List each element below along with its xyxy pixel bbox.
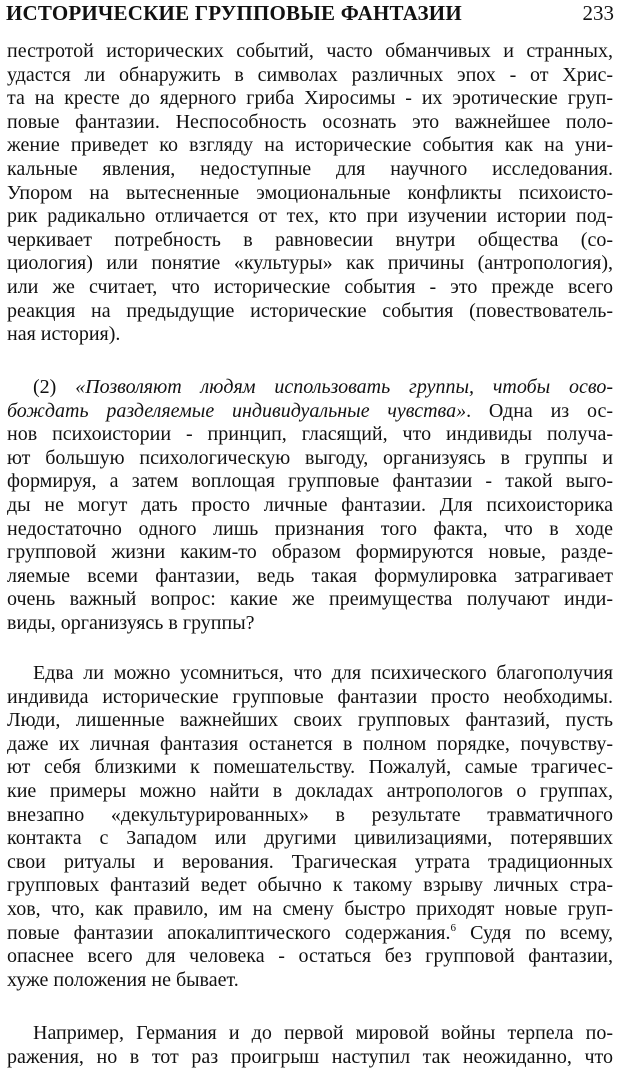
italic-thesis: бождать разделяемые индивидуальные чувства» (7, 399, 467, 422)
text-line (7, 400, 613, 424)
text-line: контакта с Западом или другими цивилизациями, потерявших (7, 827, 613, 850)
text-line: индивида исторические групповые фантазии просто необходимы. (7, 685, 613, 708)
text-line: Например, Германия и до первой мировой войны терпела по- (33, 1022, 613, 1044)
text-line: кальные явления, недоступные для научного исследования. (7, 157, 613, 180)
text-line: хуже положения не бывает. (7, 968, 239, 991)
text-line: Люди, лишенные важнейших своих групповых фантазий, пусть (7, 709, 613, 732)
item-number: (2) (33, 376, 76, 398)
text-fragment: . Одна из ос- (466, 399, 613, 422)
text-line: очень важный вопрос: какие же преимущества получают инди- (7, 588, 613, 611)
text-fragment: Судя по всему, (456, 921, 613, 944)
page-number: 233 (582, 1, 614, 25)
text-line: ют себя близкими к помешательству. Пожалуй, самые трагичес- (7, 756, 613, 779)
text-line: формируя, а затем воплощая групповые фантазии - такой выго- (7, 470, 613, 493)
text-line: Упором на вытесненные эмоциональные конфликты психоисто- (7, 181, 613, 204)
text-line: виды, организуясь в группы? (7, 611, 255, 634)
text-line: кие примеры можно найти в докладах антропологов о группах, (7, 779, 613, 802)
text-line: нов психоистории - принцип, гласящий, что индивиды получа- (7, 423, 613, 446)
text-line: та на кресте до ядерного гриба Хиросимы - их эротические груп- (7, 87, 613, 110)
text-line: групповых фантазий ведет обычно к такому взрыву личных стра- (7, 874, 613, 897)
text-line: Едва ли можно усомниться, что для психического благополучия (33, 662, 613, 684)
text-line: повые фантазии. Неспособность осознать это важнейшее поло- (7, 110, 613, 133)
text-line: или же считает, что исторические события - это прежде всего (7, 275, 613, 298)
footnote-reference[interactable]: 6 (450, 921, 457, 934)
paragraph-group-fantasies (7, 662, 613, 992)
text-line: групповой жизни каким-то образом формируются новые, разде- (7, 541, 613, 564)
text-line: реакция на предыдущие исторические события (повествователь- (7, 299, 613, 322)
text-line (7, 922, 613, 946)
text-line: циология) или понятие «культуры» как причины (антропология), (7, 252, 613, 275)
text-line: ляемые всеми фантазии, ведь такая формулировка затрагивает (7, 564, 613, 587)
page-header (6, 0, 614, 34)
text-line: удастся ли обнаружить в символах различных эпох - от Хрис- (7, 63, 613, 86)
text-line: ды не могут дать просто личные фантазии. Для психоисторика (7, 493, 613, 516)
paragraph-continuation (7, 40, 613, 347)
text-line: ражения, но в тот раз проигрыш наступил так неожиданно, что (7, 1045, 613, 1068)
text-line: даже их личная фантазия останется в полном порядке, почувству- (7, 732, 613, 755)
text-line: свои ритуалы и верования. Трагическая утрата традиционных (7, 850, 613, 873)
text-line (7, 376, 613, 400)
running-title: ИСТОРИЧЕСКИЕ ГРУППОВЫЕ ФАНТАЗИИ (6, 1, 462, 25)
text-line: внезапно «декультурированных» в результате травматичного (7, 803, 613, 826)
text-line: ная история). (7, 323, 121, 346)
paragraph-germany (7, 1022, 613, 1069)
text-line: недостаточно одного лишь признания того факта, что в ходе (7, 517, 613, 540)
text-line: ют большую психологическую выгоду, организуясь в группы и (7, 446, 613, 469)
paragraph-principle-2 (7, 376, 613, 636)
text-line: черкивает потребность в равновесии внутри общества (со- (7, 228, 613, 251)
text-fragment: повые фантазии апокалиптического содержания. (7, 921, 451, 944)
italic-thesis: «Позволяют людям использовать группы, чтобы осво- (75, 376, 613, 398)
text-line: рик радикально отличается от тех, кто при изучении истории под- (7, 205, 613, 228)
text-line: хов, что, как правило, им на смену быстро приходят новые груп- (7, 897, 613, 920)
text-line: опаснее всего для человека - остаться без групповой фантазии, (7, 945, 613, 968)
text-line: жение приведет ко взгляду на исторические события как на уни- (7, 134, 613, 157)
text-line: пестротой исторических событий, часто обманчивых и странных, (7, 40, 613, 62)
